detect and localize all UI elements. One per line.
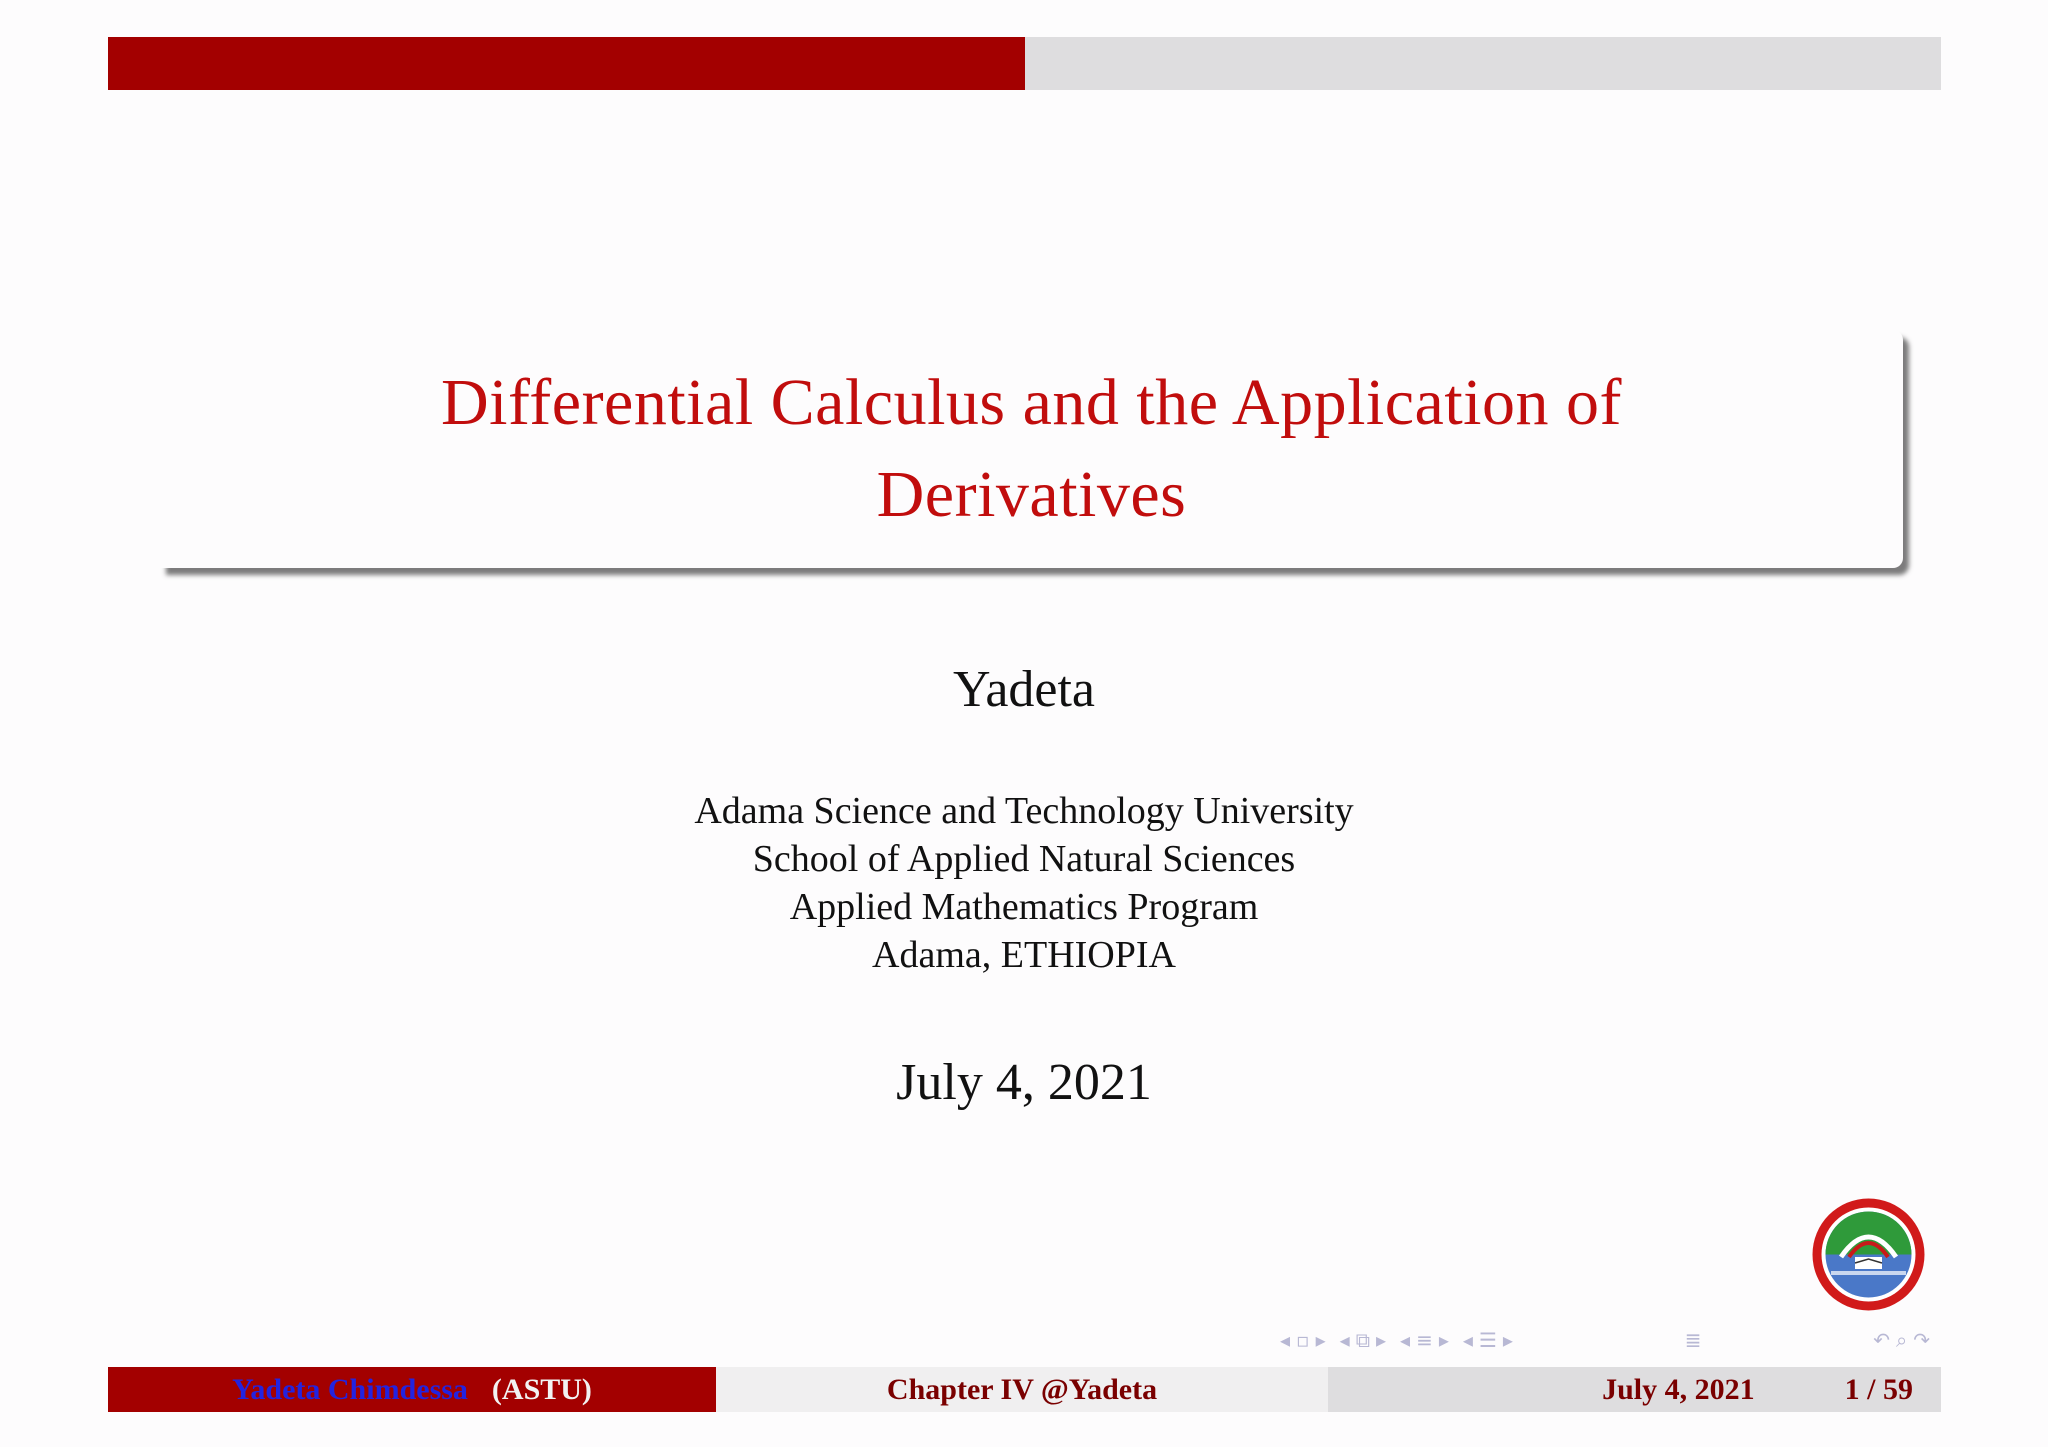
- subsection-next-icon[interactable]: ▸: [1375, 1328, 1387, 1352]
- footer-short-title: Chapter IV @Yadeta: [886, 1372, 1158, 1406]
- institute-block: [0, 787, 2048, 979]
- institute-line: Adama, ETHIOPIA: [872, 934, 1176, 976]
- progress-fill: [108, 37, 1025, 90]
- footer-date: July 4, 2021: [1602, 1372, 1755, 1406]
- footer-date-section: [1328, 1367, 1941, 1412]
- section-icon[interactable]: ≡: [1416, 1328, 1433, 1352]
- frame-prev-icon[interactable]: ◂: [1280, 1328, 1291, 1352]
- toc-icon[interactable]: ≣: [1684, 1328, 1702, 1352]
- title-line-2: Derivatives: [876, 458, 1187, 531]
- back-icon[interactable]: ↶: [1873, 1328, 1891, 1352]
- page-number: 1 / 59: [1844, 1372, 1913, 1406]
- forward-icon[interactable]: ↷: [1913, 1328, 1931, 1352]
- navigation-symbols: [1280, 1325, 1930, 1355]
- section-prev-icon[interactable]: ◂: [1400, 1328, 1411, 1352]
- frame-icon[interactable]: ▫: [1296, 1328, 1310, 1352]
- frame-nav: [1280, 1328, 1326, 1352]
- footline: [108, 1367, 1941, 1412]
- university-logo-icon: [1811, 1197, 1926, 1312]
- subsection-icon[interactable]: ⧉: [1355, 1328, 1370, 1352]
- history-nav: [1873, 1328, 1930, 1352]
- footer-author: Yadeta Chimdessa: [232, 1372, 468, 1406]
- presentation-date: July 4, 2021: [896, 1054, 1152, 1111]
- section-next-icon[interactable]: ▸: [1438, 1328, 1449, 1352]
- section-nav: [1400, 1328, 1449, 1352]
- institute-line: Adama Science and Technology University: [694, 790, 1354, 832]
- footer-author-section: [108, 1367, 716, 1412]
- search-icon[interactable]: ⌕: [1896, 1328, 1908, 1352]
- institute-line: Applied Mathematics Program: [789, 886, 1259, 928]
- footer-affiliation: (ASTU): [491, 1372, 592, 1406]
- title-box: [160, 330, 1903, 568]
- doc-nav: [1463, 1328, 1513, 1352]
- subsection-prev-icon[interactable]: ◂: [1339, 1328, 1350, 1352]
- title-line-1: Differential Calculus and the Application of: [441, 366, 1622, 439]
- author-name: Yadeta: [952, 661, 1096, 718]
- doc-next-icon[interactable]: ▸: [1502, 1328, 1513, 1352]
- footer-title-section: [716, 1367, 1328, 1412]
- progress-bar: [108, 37, 1941, 90]
- slide-title: [307, 357, 1757, 541]
- subsection-nav: [1340, 1328, 1386, 1352]
- frame-next-icon[interactable]: ▸: [1315, 1328, 1326, 1352]
- institute-line: School of Applied Natural Sciences: [752, 838, 1296, 880]
- doc-prev-icon[interactable]: ◂: [1462, 1328, 1473, 1352]
- doc-icon[interactable]: ☰: [1478, 1328, 1497, 1352]
